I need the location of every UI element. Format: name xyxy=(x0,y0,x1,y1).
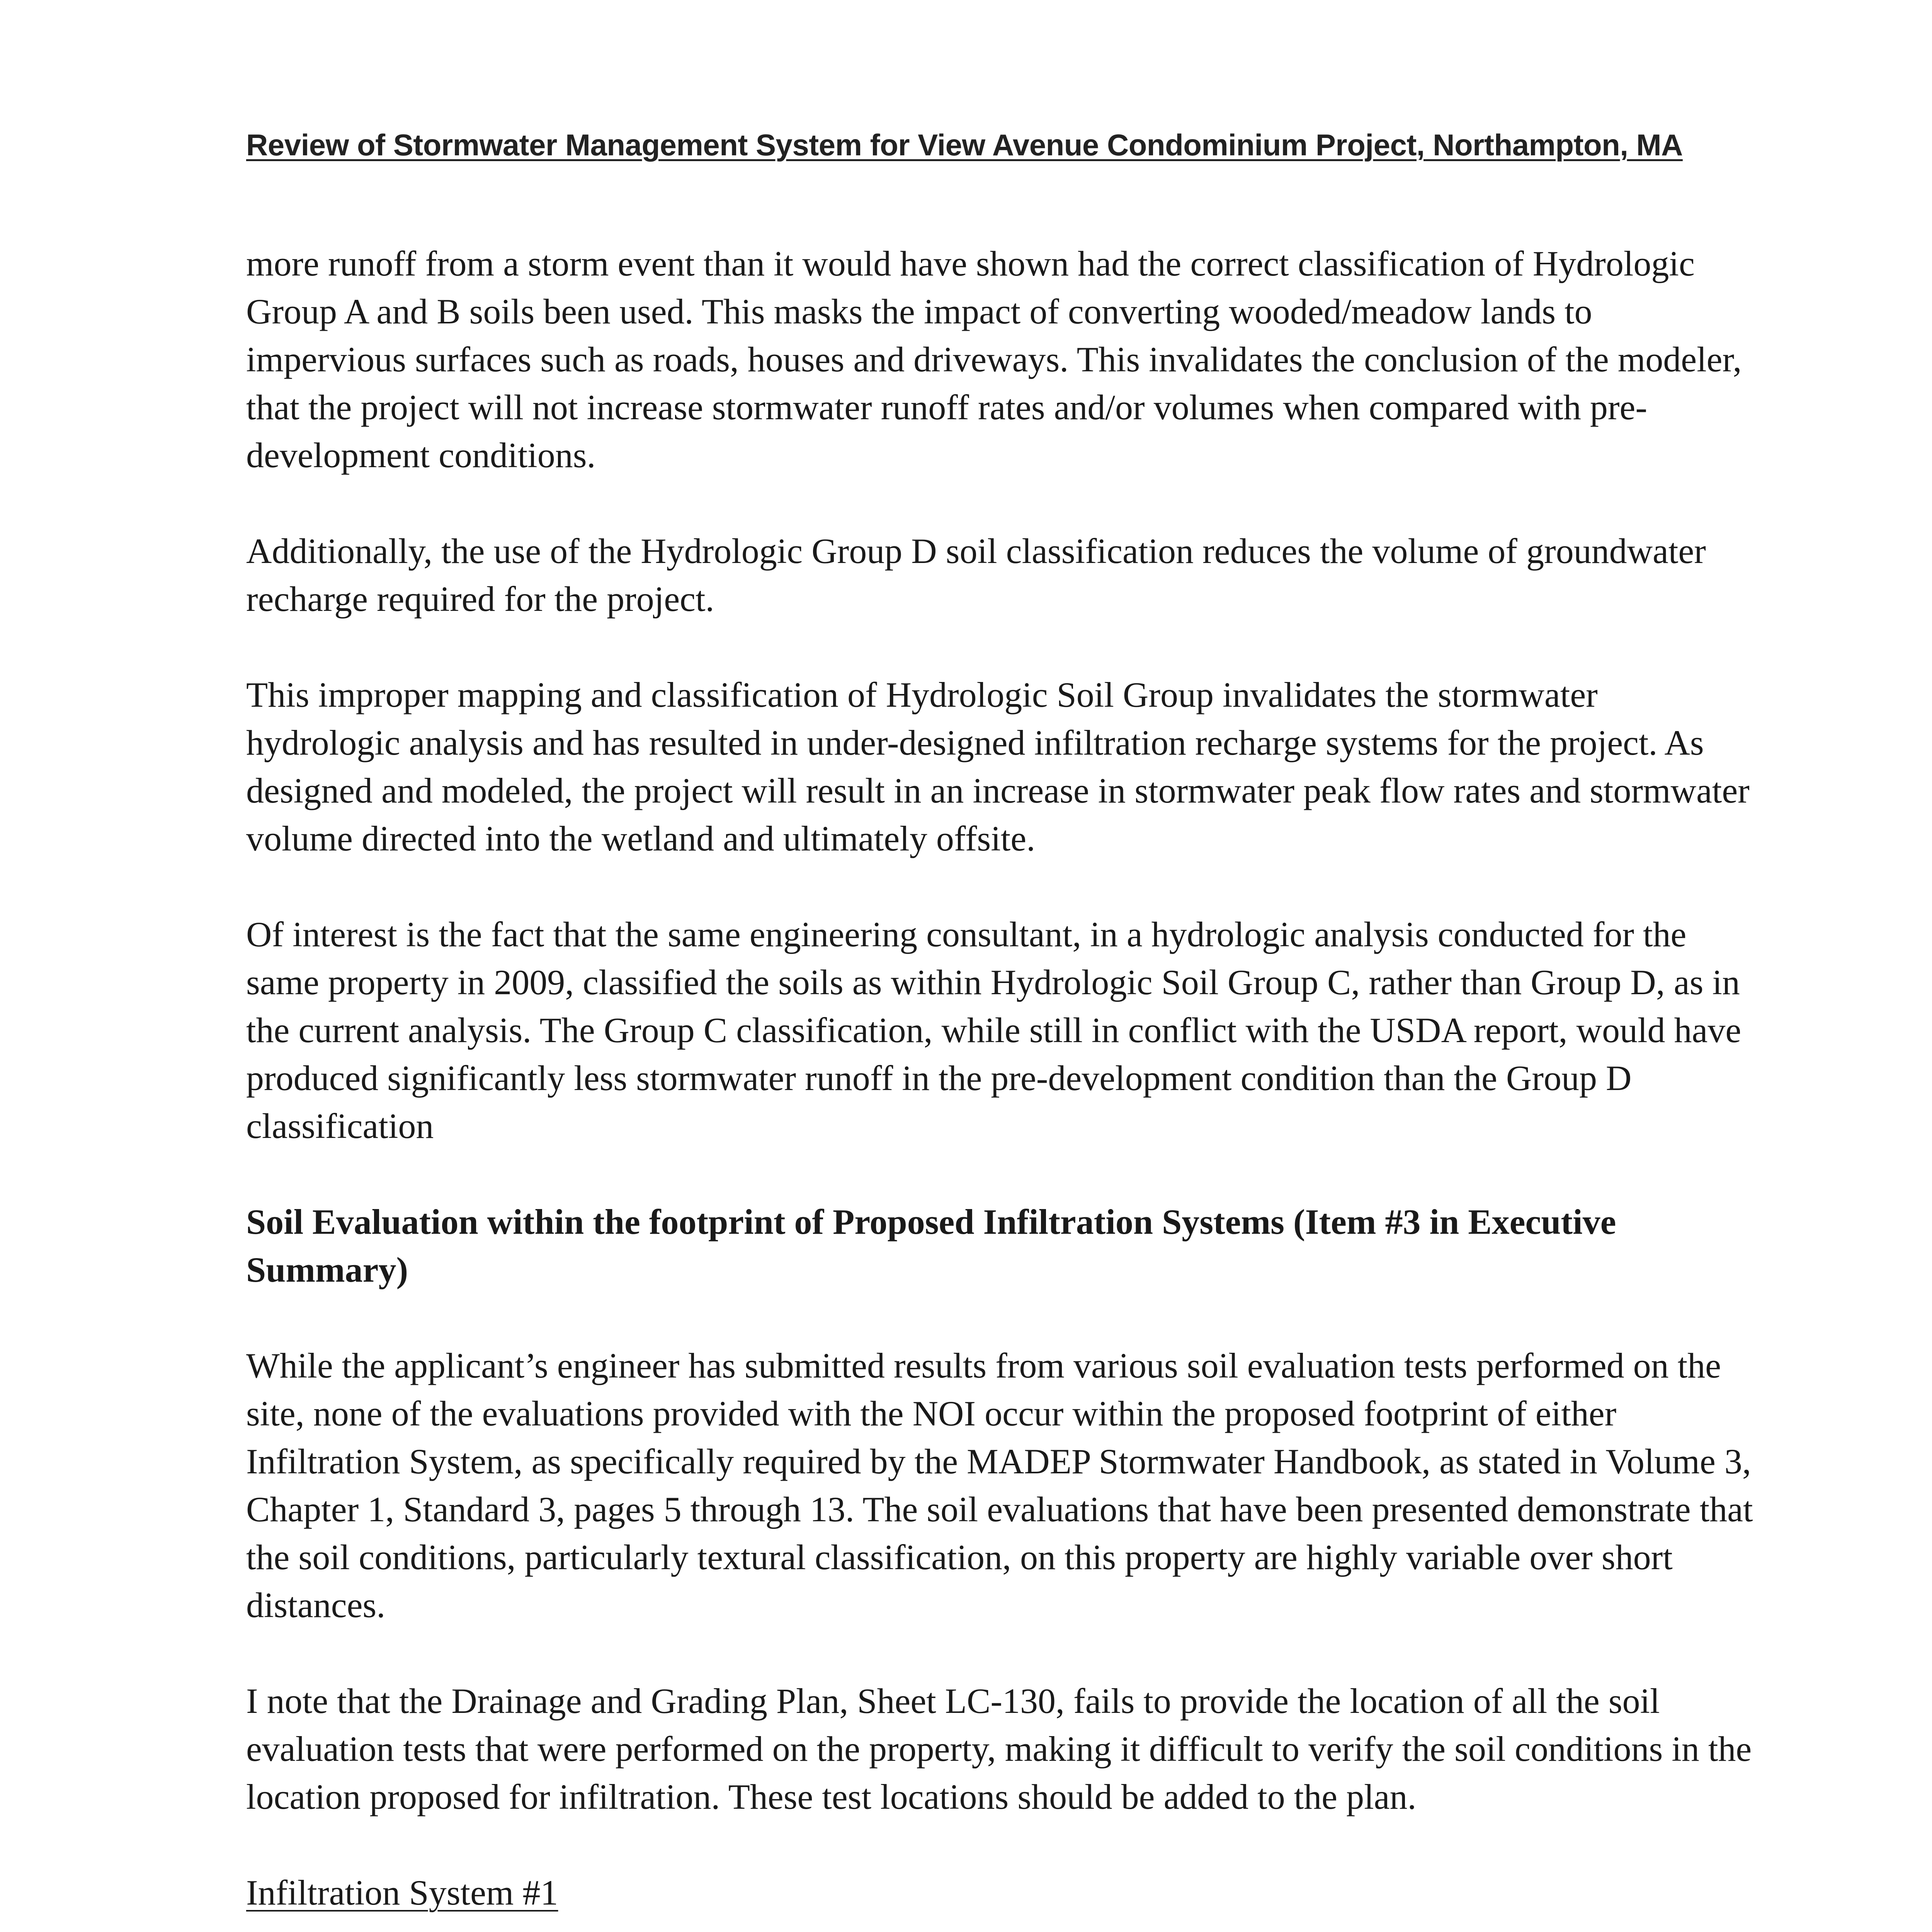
page-header: Review of Stormwater Management System for View Avenue Condominium Project, Northampton, MA xyxy=(246,128,1683,162)
paragraph-2: Additionally, the use of the Hydrologic Group D soil classification reduces the volume of groundwater recharge required for the project. xyxy=(246,531,1706,619)
paragraph-3: This improper mapping and classification of Hydrologic Soil Group invalidates the stormwater hydrologic analysis and has resulted in under-designed infiltration recharge systems for the project. As designed and modeled, the project will result in an increase in stormwater peak flow rates and stormwater volume directed into the wetland and ultimately offsite. xyxy=(246,675,1750,858)
paragraph-4: Of interest is the fact that the same engineering consultant, in a hydrologic analysis conducted for the same property in 2009, classified the soils as within Hydrologic Soil Group C, rather than Group D, as in the current analysis. The Group C classification, while still in conflict with the USDA report, would have produced significantly less stormwater runoff in the pre-development condition than the Group D classification xyxy=(246,915,1742,1146)
paragraph-5: While the applicant’s engineer has submitted results from various soil evaluation tests performed on the site, none of the evaluations provided with the NOI occur within the proposed footprint of either Infiltration System, as specifically required by the MADEP Stormwater Handbook, as stated in Volume 3, Chapter 1, Standard 3, pages 5 through 13. The soil evaluations that have been presented demonstrate that the soil conditions, particularly textural classification, on this property are highly variable over short distances. xyxy=(246,1346,1753,1625)
document-body xyxy=(246,240,1753,1932)
paragraph-6: I note that the Drainage and Grading Plan, Sheet LC-130, fails to provide the location of all the soil evaluation tests that were performed on the property, making it difficult to verify the soil conditions in the location proposed for infiltration. These test locations should be added to the plan. xyxy=(246,1681,1752,1816)
paragraph-1: more runoff from a storm event than it would have shown had the correct classification of Hydrologic Group A and B soils been used. This masks the impact of converting wooded/meadow lands to impervious surfaces such as roads, houses and driveways. This invalidates the conclusion of the modeler, that the project will not increase stormwater runoff rates and/or volumes when compared with pre-development conditions. xyxy=(246,244,1742,475)
section-heading-soil-evaluation: Soil Evaluation within the footprint of Proposed Infiltration Systems (Item #3 in Executive Summary) xyxy=(246,1202,1616,1289)
subheading-infiltration-system-1: Infiltration System #1 xyxy=(246,1873,558,1912)
